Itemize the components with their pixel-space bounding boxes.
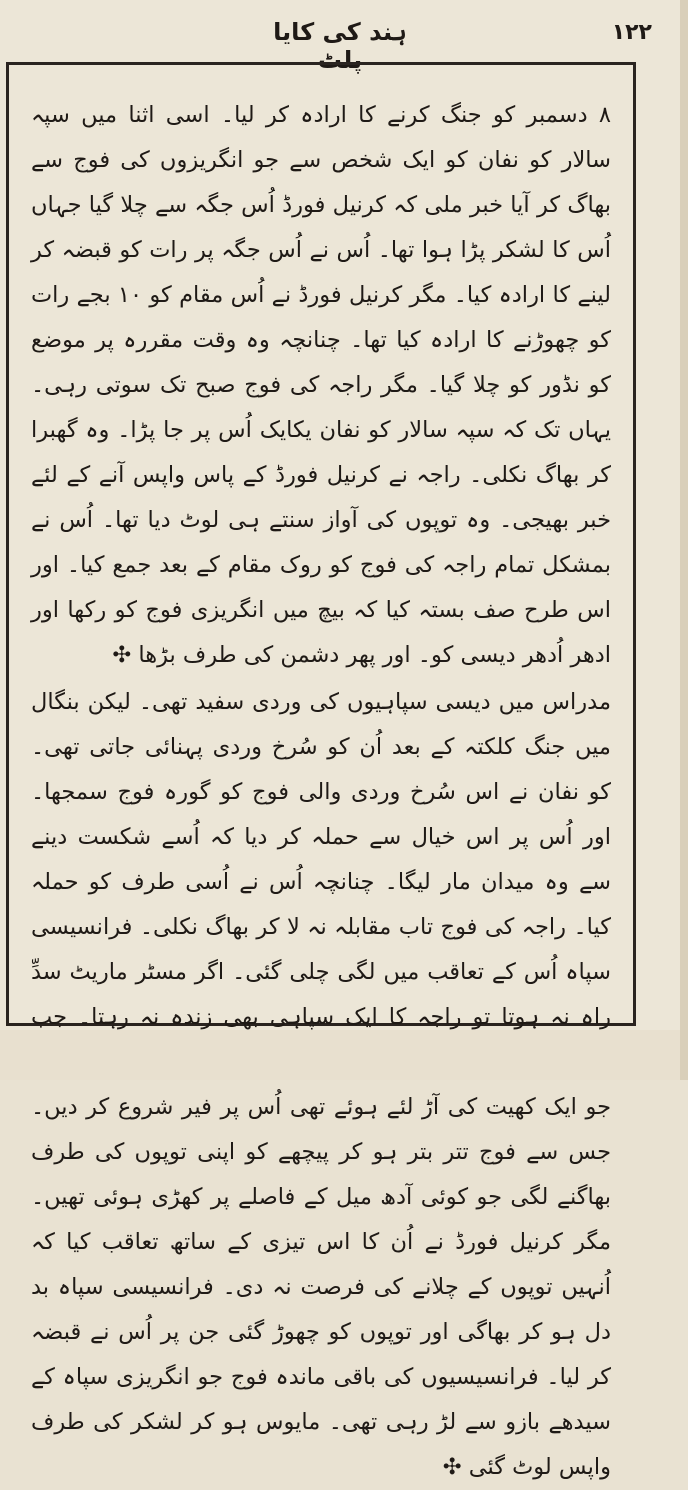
page-side-edge — [680, 0, 688, 1080]
text-frame — [6, 62, 636, 1480]
body-paragraph-2: مدراس میں دیسی سپاہیوں کی وردی سفید تھی۔ لیکن بنگال میں جنگ کلکتہ کے بعد اُن کو سُرخ وردی پہنائی جاتی تھی۔ کو نفان نے اس سُرخ وردی والی فوج کو گورہ فوج سمجھا۔ اور اُس پر اس خیال سے حملہ کر دیا کہ اُسے شکست دینے سے وہ میدان مار لیگا۔ چنانچہ اُس نے اُسی طرف کو حملہ کیا۔ راجہ کی فوج تاب مقابلہ نہ لا کر بھاگ نکلی۔ فرانسیسی سپاہ اُس کے تعاقب میں لگی چلی گئی۔ اگر مسٹر ماریٹ سدِّ راہ نہ ہوتا تو راجہ کا ایک سپاہی بھی زندہ نہ رہتا۔ جب جو ایک کھیت کی آڑ لئے ہوئے تھی اُس پر فیر شروع کر دیں۔ جس سے فوج تتر بتر ہو کر پیچھے کو اپنی توپوں کی طرف بھاگنے لگی جو کوئی آدھ میل کے فاصلے پر کھڑی ہوئی تھیں۔ مگر کرنیل فورڈ نے اُن کا اس تیزی کے ساتھ تعاقب کیا کہ اُنہیں توپوں کے چلانے کی فرصت نہ دی۔ فرانسیسی سپاہ بد دل ہو کر بھاگی اور توپوں کو چھوڑ گئی جن پر اُس نے قبضہ کر لیا۔ فرانسیسیوں کی باقی ماندہ فوج جو انگریزی سپاہ کے سیدھے بازو سے لڑ رہی تھی۔ مایوس ہو کر لشکر کی طرف واپس لوٹ گئی ✣ — [31, 689, 611, 1480]
running-header — [0, 14, 688, 74]
body-paragraph-1: ۸ دسمبر کو جنگ کرنے کا ارادہ کر لیا۔ اسی اثنا میں سپہ سالار کو نفان کو ایک شخص سے جو انگریزوں کی فوج سے بھاگ کر آیا خبر ملی کہ کرنیل فورڈ اُس جگہ سے چلا گیا جہاں اُس کا لشکر پڑا ہوا تھا۔ اُس نے اُس جگہ پر رات کو قبضہ کر لینے کا ارادہ کیا۔ مگر کرنیل فورڈ نے اُس مقام کو ۱۰ بجے رات کو چھوڑنے کا ارادہ کیا تھا۔ چنانچہ وہ وقت مقررہ پر موضع کو نڈور کو چلا گیا۔ مگر راجہ کی فوج صبح تک سوتی رہی۔ یہاں تک کہ سپہ سالار کو نفان یکایک اُس پر جا پڑا۔ وہ گھبرا کر بھاگ نکلی۔ راجہ نے کرنیل فورڈ کے پاس واپس آنے کے لئے خبر بھیجی۔ وہ توپوں کی آواز سنتے ہی لوٹ دیا تھا۔ اُس نے بمشکل تمام راجہ کی فوج کو روک مقام کے بعد جمع کیا۔ اور اس طرح صف بستہ کیا کہ بیچ میں انگریزی فوج کو رکھا اور ادھر اُدھر دیسی کو۔ اور پھر دشمن کی طرف بڑھا ✣ — [31, 102, 612, 668]
page-number: ۱۲۲ — [611, 20, 652, 45]
page-bottom-margin — [0, 1030, 688, 1080]
page-title: ہند کی کایا پلٹ — [273, 18, 407, 74]
